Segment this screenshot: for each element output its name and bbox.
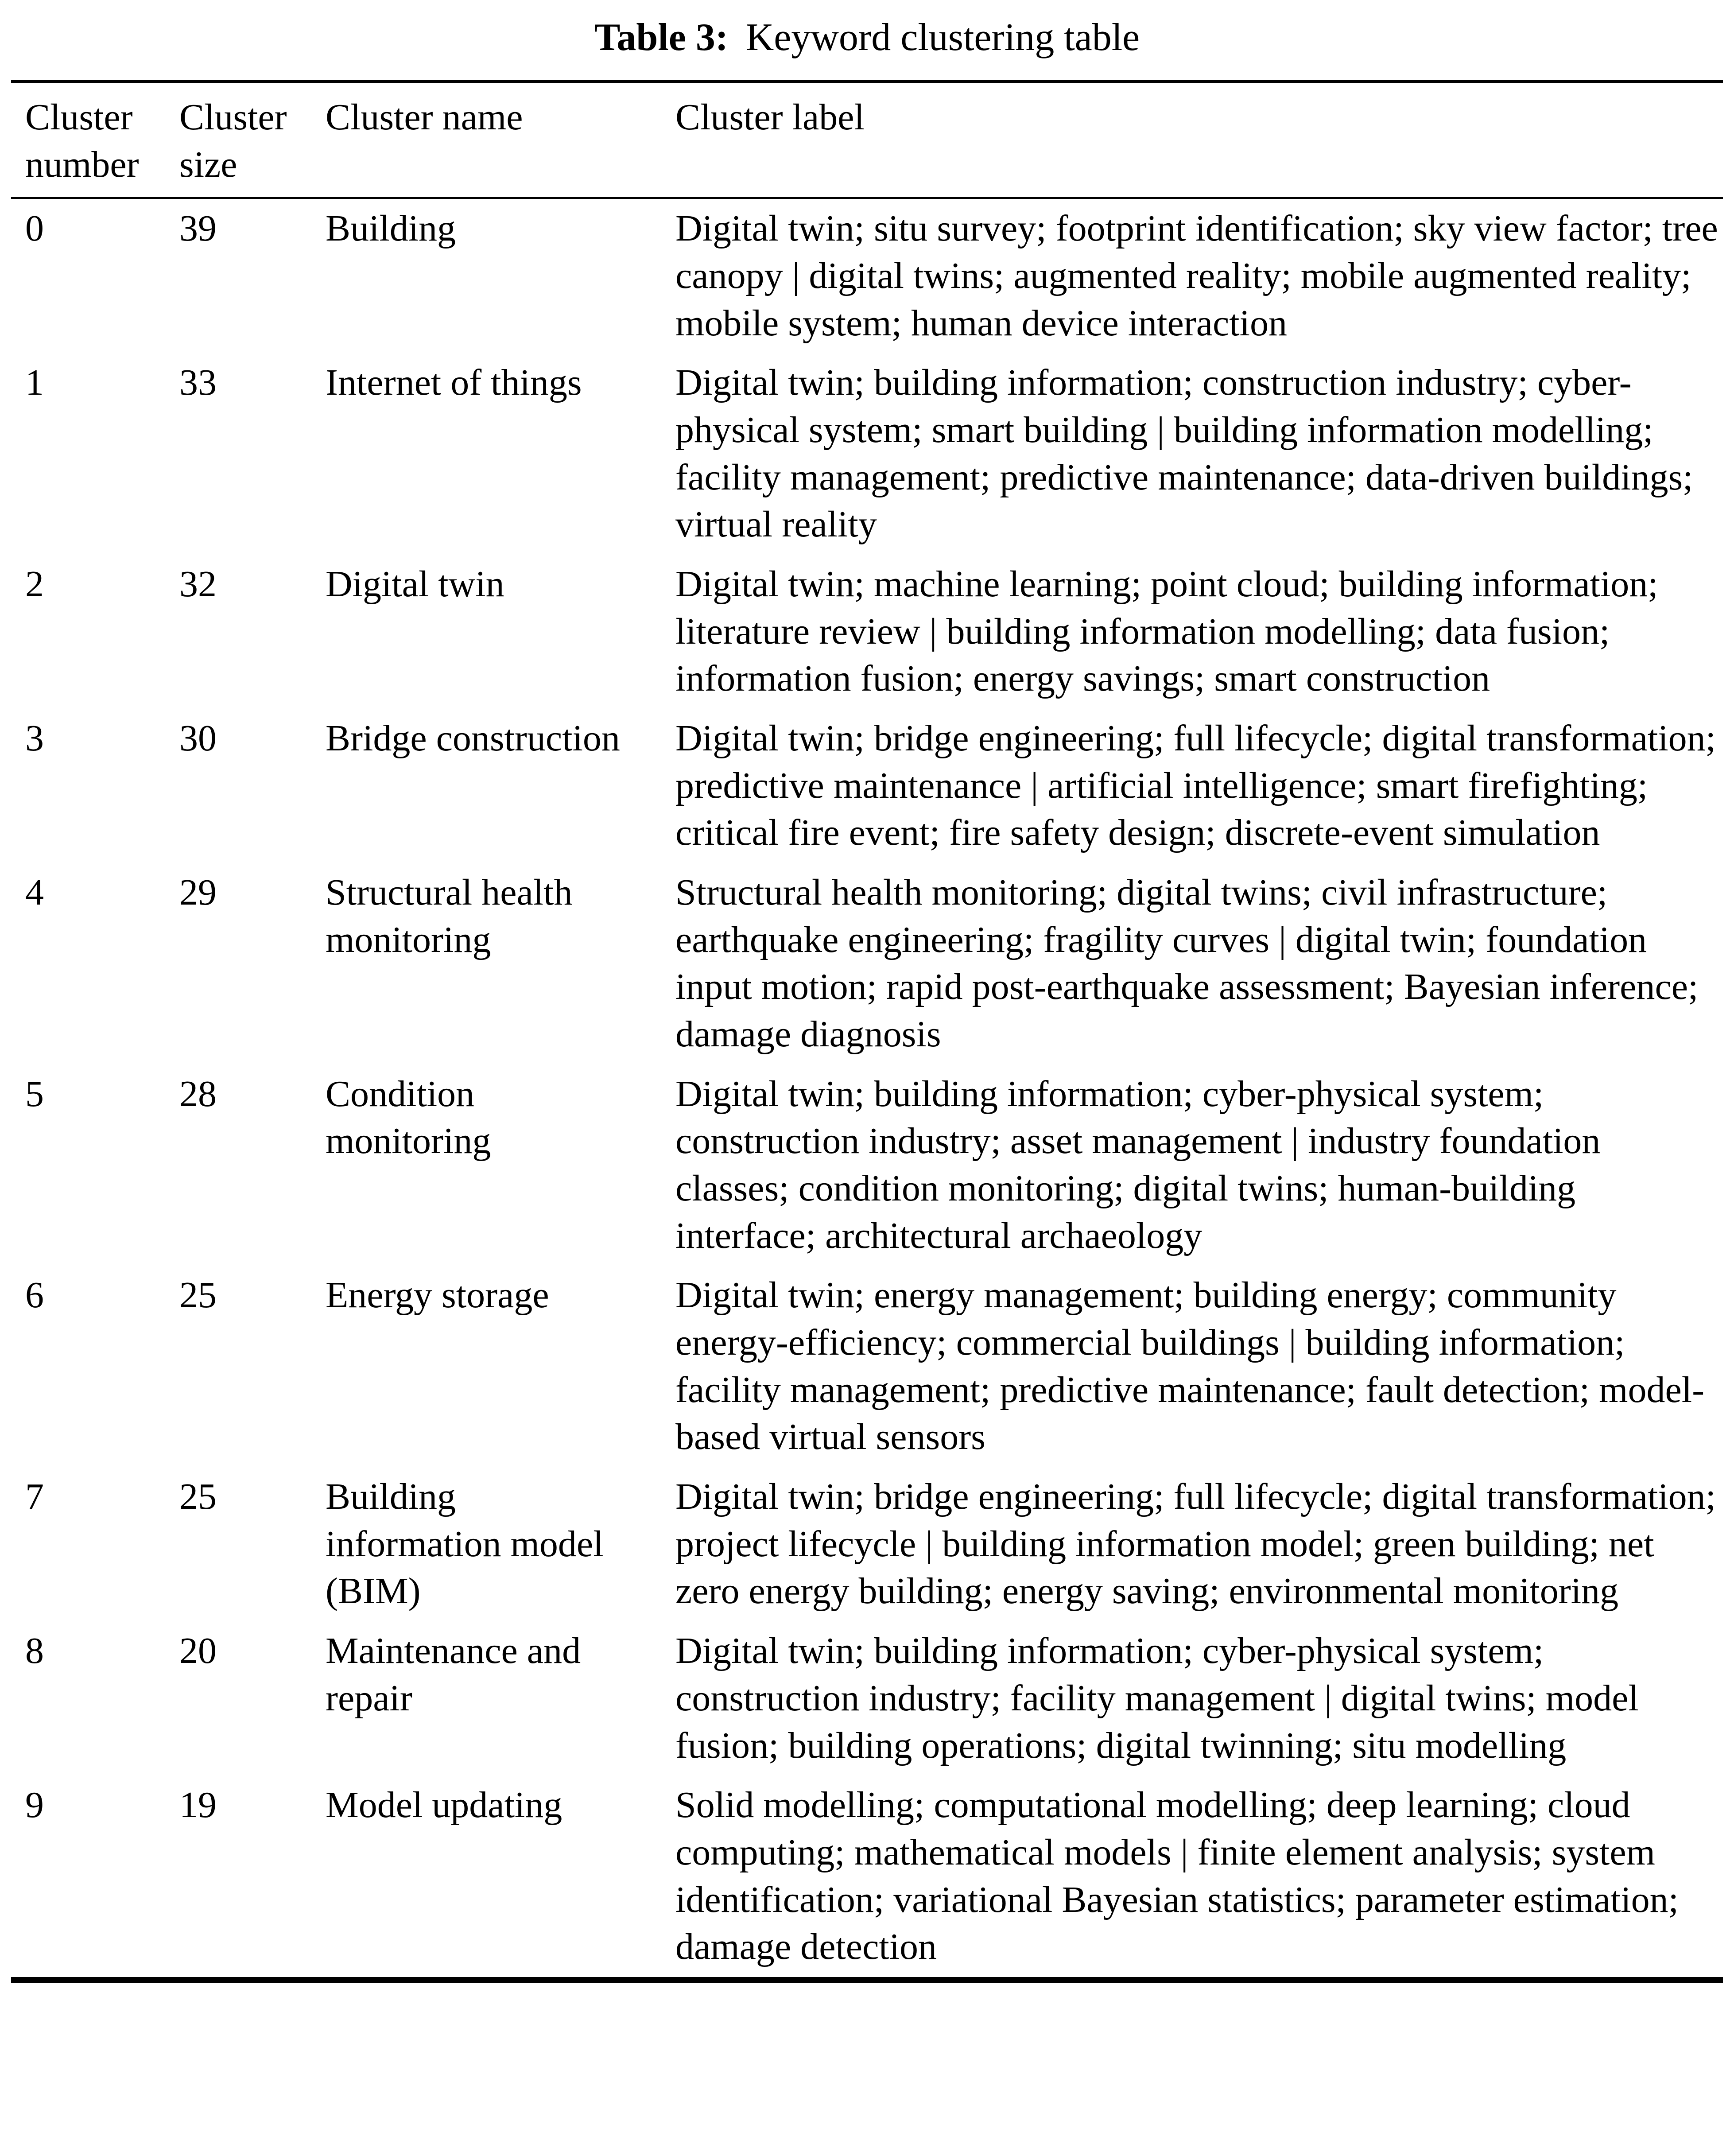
cluster-size-cell: 25 xyxy=(179,1274,217,1316)
cluster-name-cell: Model updating xyxy=(326,1784,562,1826)
table-row xyxy=(11,353,1723,555)
cluster-label-cell: Digital twin; bridge engineering; full lifecycle; digital transformation; project lifecycle | building information model; green building; net zero energy building; energy saving; environmental monitoring xyxy=(675,1476,1716,1612)
table-row xyxy=(11,1621,1723,1775)
cluster-size-cell: 19 xyxy=(179,1784,217,1826)
cluster-label-cell: Digital twin; machine learning; point cloud; building information; literature review | building information modelling; data fusion; information fusion; energy savings; smart construction xyxy=(675,563,1658,699)
header-row xyxy=(11,82,1723,198)
cluster-label-cell: Digital twin; energy management; building energy; community energy-efficiency; commercial buildings | building information; facility management; predictive maintenance; fault detection; model-based virtual sensors xyxy=(675,1274,1705,1458)
keyword-clustering-table xyxy=(11,80,1723,1983)
cluster-size-cell: 30 xyxy=(179,718,217,759)
table-row xyxy=(11,1266,1723,1467)
cluster-size-cell: 32 xyxy=(179,563,217,605)
cluster-name-cell: Building xyxy=(326,208,456,249)
table-header xyxy=(11,82,1723,198)
table-row xyxy=(11,1467,1723,1621)
cluster-number-cell: 6 xyxy=(25,1274,44,1316)
cluster-label-cell: Digital twin; building information; cyber-physical system; construction industry; facility management | digital twins; model fusion; building operations; digital twinning; situ modelling xyxy=(675,1630,1639,1766)
cluster-number-cell: 7 xyxy=(25,1476,44,1518)
cluster-name-cell: Building information model (BIM) xyxy=(326,1476,604,1612)
cluster-number-cell: 8 xyxy=(25,1630,44,1672)
cluster-number-cell: 9 xyxy=(25,1784,44,1826)
cluster-size-cell: 33 xyxy=(179,362,217,404)
cluster-label-cell: Digital twin; bridge engineering; full lifecycle; digital transformation; predictive maintenance | artificial intelligence; smart firefighting; critical fire event; fire safety design; discrete-event simulation xyxy=(675,718,1716,854)
cluster-name-cell: Digital twin xyxy=(326,563,504,605)
cluster-name-cell: Structural health monitoring xyxy=(326,872,573,960)
table-body xyxy=(11,198,1723,1980)
column-header-cluster-size: Cluster size xyxy=(179,82,326,198)
table-caption-label: Table 3: xyxy=(594,16,729,59)
column-header-cluster-number: Cluster number xyxy=(11,82,179,198)
cluster-size-cell: 28 xyxy=(179,1073,217,1115)
cluster-name-cell: Energy storage xyxy=(326,1274,549,1316)
cluster-number-cell: 3 xyxy=(25,718,44,759)
cluster-name-cell: Condition monitoring xyxy=(326,1073,491,1162)
cluster-label-cell: Digital twin; building information; cyber-physical system; construction industry; asset management | industry foundation classes; condition monitoring; digital twins; human-building interface; architectural archaeology xyxy=(675,1073,1601,1256)
table-row xyxy=(11,1775,1723,1980)
cluster-label-cell: Solid modelling; computational modelling; deep learning; cloud computing; mathematical models | finite element analysis; system identification; variational Bayesian statistics; parameter estimation; damage detection xyxy=(675,1784,1679,1968)
table-caption xyxy=(11,13,1723,62)
cluster-name-cell: Maintenance and repair xyxy=(326,1630,581,1719)
cluster-size-cell: 39 xyxy=(179,208,217,249)
table-row xyxy=(11,198,1723,353)
column-header-cluster-name: Cluster name xyxy=(326,82,675,198)
column-header-cluster-label: Cluster label xyxy=(675,82,1723,198)
cluster-name-cell: Internet of things xyxy=(326,362,582,404)
cluster-number-cell: 1 xyxy=(25,362,44,404)
cluster-label-cell: Digital twin; situ survey; footprint identification; sky view factor; tree canopy | digital twins; augmented reality; mobile augmented reality; mobile system; human device interaction xyxy=(675,208,1718,344)
table-row xyxy=(11,555,1723,709)
cluster-number-cell: 5 xyxy=(25,1073,44,1115)
cluster-size-cell: 29 xyxy=(179,872,217,913)
cluster-number-cell: 4 xyxy=(25,872,44,913)
table-row xyxy=(11,709,1723,863)
table-row xyxy=(11,1064,1723,1266)
cluster-number-cell: 2 xyxy=(25,563,44,605)
cluster-name-cell: Bridge construction xyxy=(326,718,620,759)
cluster-size-cell: 25 xyxy=(179,1476,217,1518)
cluster-label-cell: Structural health monitoring; digital twins; civil infrastructure; earthquake engineering; fragility curves | digital twin; foundation input motion; rapid post-earthquake assessment; Bayesian inference; damage diagnosis xyxy=(675,872,1699,1055)
cluster-number-cell: 0 xyxy=(25,208,44,249)
table-caption-text: Keyword clustering table xyxy=(745,16,1140,59)
table-row xyxy=(11,863,1723,1064)
cluster-label-cell: Digital twin; building information; construction industry; cyber-physical system; smart building | building information modelling; facility management; predictive maintenance; data-driven buildings; virtual reality xyxy=(675,362,1693,545)
cluster-size-cell: 20 xyxy=(179,1630,217,1672)
